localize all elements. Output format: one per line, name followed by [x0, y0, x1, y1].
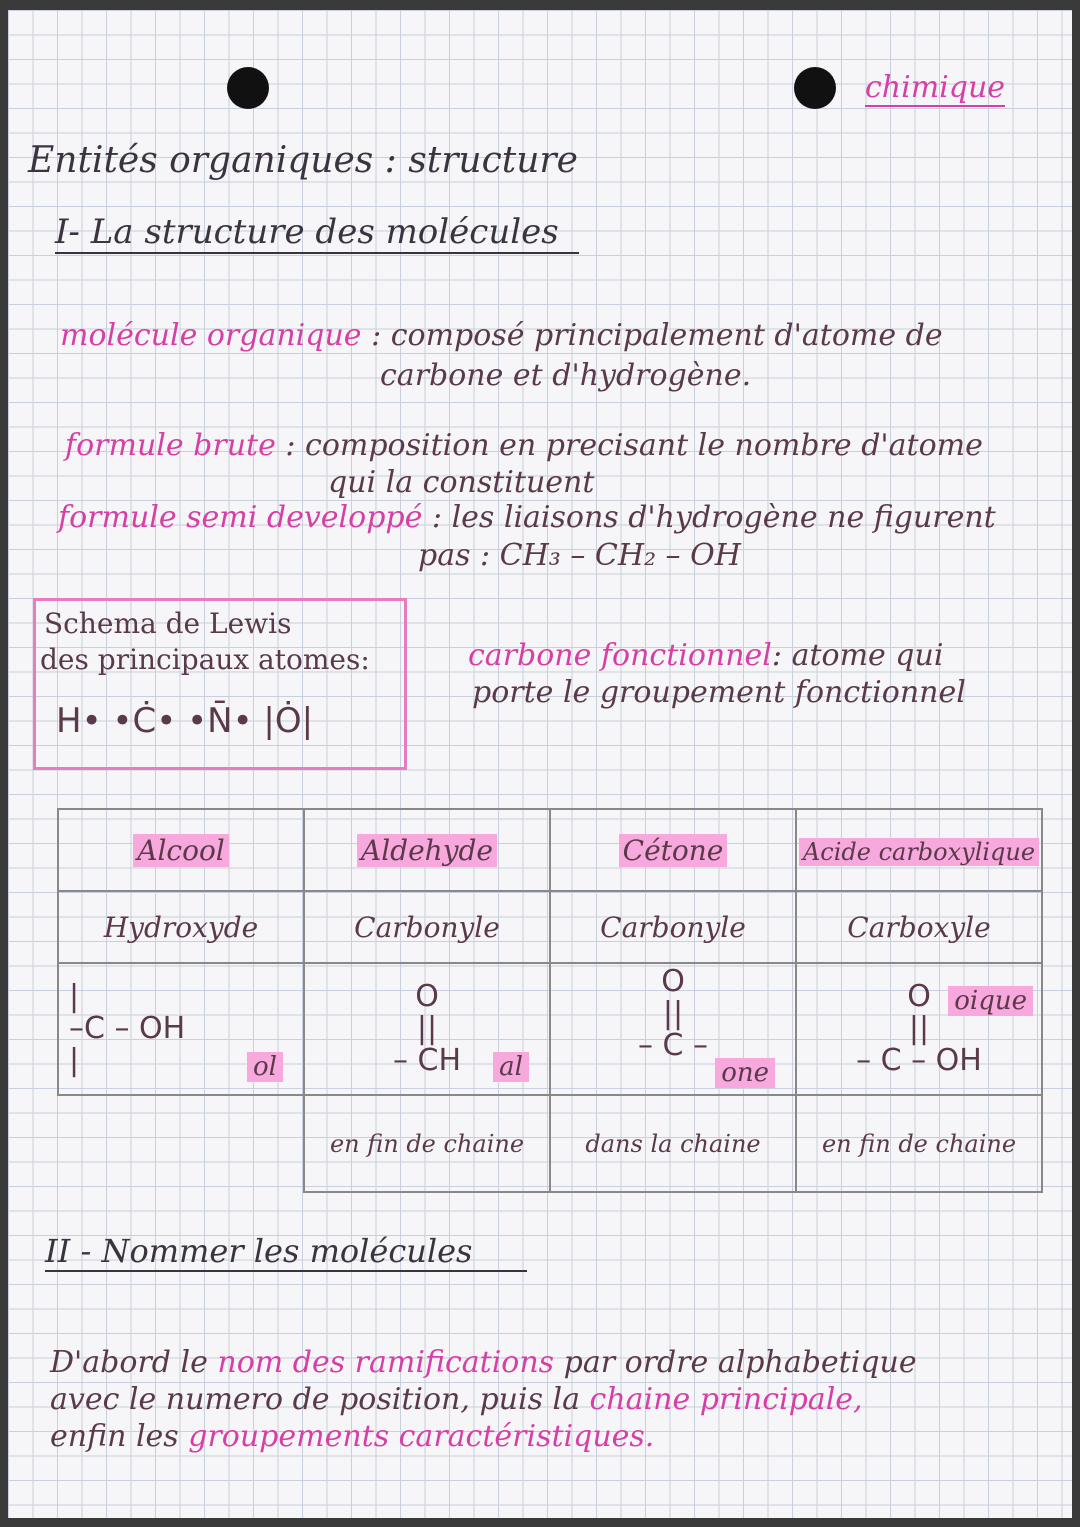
group-cell: Carbonyle: [304, 891, 550, 963]
structure-cell: | –C – OH | ol: [58, 963, 304, 1095]
section-2-title: II - Nommer les molécules: [45, 1232, 527, 1272]
structure-cell: O || – C – OH oique: [796, 963, 1042, 1095]
paragraph-line: enfin les groupements caractéristiques.: [50, 1419, 655, 1454]
punch-hole: [794, 67, 836, 109]
definition-molecule: molécule organique : composé principalement d'atome de: [60, 318, 943, 353]
position-cell: en fin de chaine: [796, 1095, 1042, 1192]
definition-text: porte le groupement fonctionnel: [472, 675, 966, 710]
lewis-title: Schema de Lewis: [44, 607, 292, 640]
group-cell: Carbonyle: [550, 891, 796, 963]
paragraph-line: avec le numero de position, puis la chaine principale,: [50, 1382, 863, 1417]
lewis-box: [33, 598, 407, 770]
position-cell: en fin de chaine: [304, 1095, 550, 1192]
definition-text: carbone et d'hydrogène.: [380, 358, 752, 393]
section-1-title: I- La structure des molécules: [55, 212, 579, 254]
header-cell: Aldehyde: [304, 809, 550, 891]
position-cell: dans la chaine: [550, 1095, 796, 1192]
header-cell: Acide carboxylique: [796, 809, 1042, 891]
position-cell: [58, 1095, 304, 1192]
functional-groups-table: [57, 808, 1043, 1193]
lewis-atoms: H• •Ċ• •N̄• |Ȯ|: [56, 701, 314, 741]
group-cell: Carboxyle: [796, 891, 1042, 963]
page-title: Entités organiques : structure: [28, 140, 578, 181]
lewis-subtitle: des principaux atomes:: [40, 643, 370, 676]
header-cell: Alcool: [58, 809, 304, 891]
group-cell: Hydroxyde: [58, 891, 304, 963]
definition-carbone-fonctionnel: carbone fonctionnel: atome qui: [468, 638, 944, 673]
definition-text: qui la constituent: [328, 465, 595, 500]
structure-cell: O || – C – one: [550, 963, 796, 1095]
punch-hole: [227, 67, 269, 109]
subject-tag: chimique: [865, 70, 1006, 105]
structure-cell: O || – CH al: [304, 963, 550, 1095]
definition-semi-developpe: formule semi developpé : les liaisons d'hydrogène ne figurent: [58, 500, 996, 535]
definition-formule-brute: formule brute : composition en precisant le nombre d'atome: [65, 428, 983, 463]
definition-text: pas : CH₃ – CH₂ – OH: [418, 538, 741, 573]
header-cell: Cétone: [550, 809, 796, 891]
paragraph-line: D'abord le nom des ramifications par ordre alphabetique: [50, 1345, 917, 1380]
